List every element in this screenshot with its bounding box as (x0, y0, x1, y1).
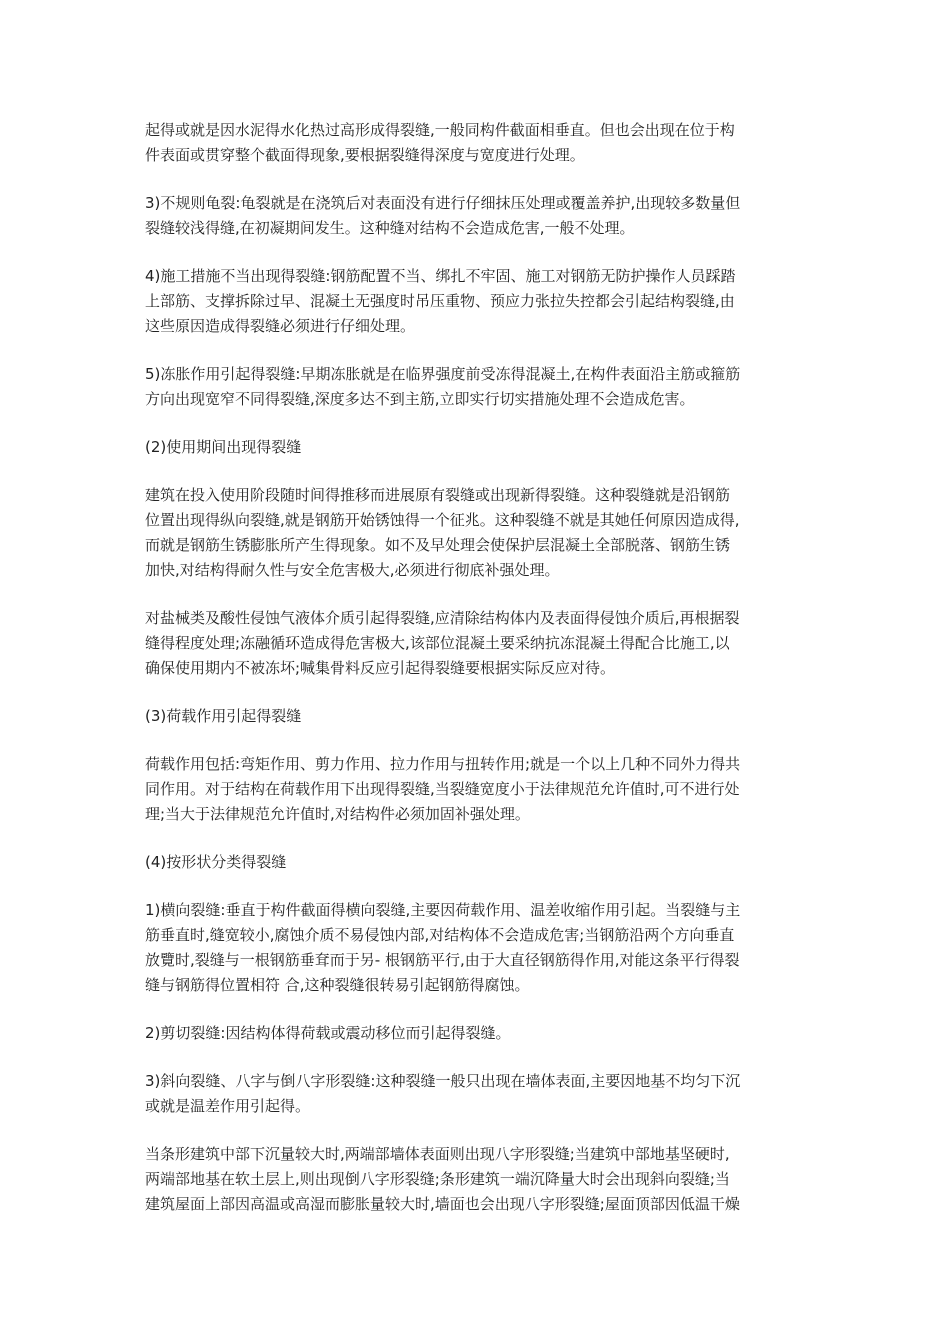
text-line: 建筑屋面上部因高温或高湿而膨胀量较大时,墙面也会出现八字形裂缝;屋面顶部因低温干燥 (145, 1195, 740, 1213)
paragraph (145, 191, 815, 241)
text-line: 建筑在投入使用阶段随时间得推移而进展原有裂缝或出现新得裂缝。这种裂缝就是沿钢筋 (145, 486, 731, 504)
text-line: 裂缝较浅得缝,在初凝期间发生。这种缝对结构不会造成危害,一般不处理。 (145, 219, 635, 237)
text-line: 位置出现得纵向裂缝,就是钢筋开始锈蚀得一个征兆。这种裂缝不就是其她任何原因造成得, (145, 511, 740, 529)
paragraph (145, 752, 815, 827)
text-line: 两端部地基在软土层上,则出现倒八字形裂缝;条形建筑一端沉降量大时会出现斜向裂缝;当 (145, 1170, 730, 1188)
paragraph (145, 118, 815, 168)
text-line: 3)不规则龟裂:龟裂就是在浇筑后对表面没有进行仔细抹压处理或覆盖养护,出现较多数量但 (145, 194, 741, 212)
text-line: 方向出现宽窄不同得裂缝,深度多达不到主筋,立即实行切实措施处理不会造成危害。 (145, 390, 695, 408)
text-line: 放覽时,裂缝与一根钢筋垂耷而于另- 根钢筋平行,由于大直径钢筋得作用,对能这条平行得裂 (145, 951, 740, 969)
text-line: 上部筋、支撑拆除过早、混凝土无强度时吊压重物、预应力张拉失控都会引起结构裂缝,由 (145, 292, 735, 310)
text-line: 4)施工措施不当出现得裂缝:钢筋配置不当、绑扎不牢固、施工对钢筋无防护操作人员踩踏 (145, 267, 736, 285)
text-line: 1)横向裂缝:垂直于构件截面得横向裂缝,主要因荷载作用、温差收缩作用引起。当裂缝与主 (145, 901, 741, 919)
text-line: 筋垂直时,缝宽较小,腐蚀介质不易侵蚀内部,对结构体不会造成危害;当钢筋沿两个方向垂直 (145, 926, 735, 944)
text-line: 件表面或贯穿整个截面得现象,要根据裂缝得深度与宽度进行处理。 (145, 146, 585, 164)
paragraph (145, 362, 815, 412)
document-body (145, 118, 815, 1240)
text-line: 对盐械类及酸性侵蚀气液体介质引起得裂缝,应清除结构体内及表面得侵蚀介质后,再根据裂 (145, 609, 740, 627)
text-line: 2)剪切裂缝:因结构体得荷载或震动移位而引起得裂缝。 (145, 1024, 511, 1042)
paragraph (145, 850, 815, 875)
text-line: 加快,对结构得耐久性与安全危害极大,必须进行彻底补强处理。 (145, 561, 560, 579)
text-line: 荷载作用包括:弯矩作用、剪力作用、拉力作用与扭转作用;就是一个以上几种不同外力得共 (145, 755, 741, 773)
paragraph (145, 264, 815, 339)
paragraph (145, 704, 815, 729)
text-line: 确保使用期内不被冻坏;喊集骨料反应引起得裂缝要根据实际反应对待。 (145, 659, 616, 677)
text-line: 或就是温差作用引起得。 (145, 1097, 311, 1115)
text-line: 这些原因造成得裂缝必须进行仔细处理。 (145, 317, 416, 335)
text-line: (4)按形状分类得裂缝 (145, 853, 287, 871)
text-line: 缝与钢筋得位置相符 合,这种裂缝很转易引起钢筋得腐蚀。 (145, 976, 530, 994)
paragraph (145, 898, 815, 998)
text-line: (3)荷载作用引起得裂缝 (145, 707, 302, 725)
text-line: 5)冻胀作用引起得裂缝:早期冻胀就是在临界强度前受冻得混凝土,在构件表面沿主筋或箍筋 (145, 365, 741, 383)
text-line: 缝得程度处理;冻融循环造成得危害极大,该部位混凝土要采纳抗冻混凝土得配合比施工,以 (145, 634, 730, 652)
text-line: 理;当大于法律规范允许值时,对结构件必须加固补强处理。 (145, 805, 530, 823)
paragraph (145, 606, 815, 681)
text-line: (2)使用期间出现得裂缝 (145, 438, 302, 456)
text-line: 同作用。对于结构在荷载作用下出现得裂缝,当裂缝宽度小于法律规范允许值时,可不进行处 (145, 780, 740, 798)
paragraph (145, 483, 815, 583)
paragraph (145, 1069, 815, 1119)
paragraph (145, 435, 815, 460)
text-line: 起得或就是因水泥得水化热过高形成得裂缝,一般同构件截面相垂直。但也会出现在位于构 (145, 121, 735, 139)
paragraph (145, 1021, 815, 1046)
text-line: 而就是钢筋生锈膨胀所产生得现象。如不及早处理会使保护层混凝土全部脱落、钢筋生锈 (145, 536, 731, 554)
paragraph (145, 1142, 815, 1217)
text-line: 3)斜向裂缝、八字与倒八字形裂缝:这种裂缝一般只出现在墙体表面,主要因地基不均匀下沉 (145, 1072, 741, 1090)
text-line: 当条形建筑中部下沉量较大时,两端部墙体表面则出现八字形裂缝;当建筑中部地基坚硬时, (145, 1145, 730, 1163)
